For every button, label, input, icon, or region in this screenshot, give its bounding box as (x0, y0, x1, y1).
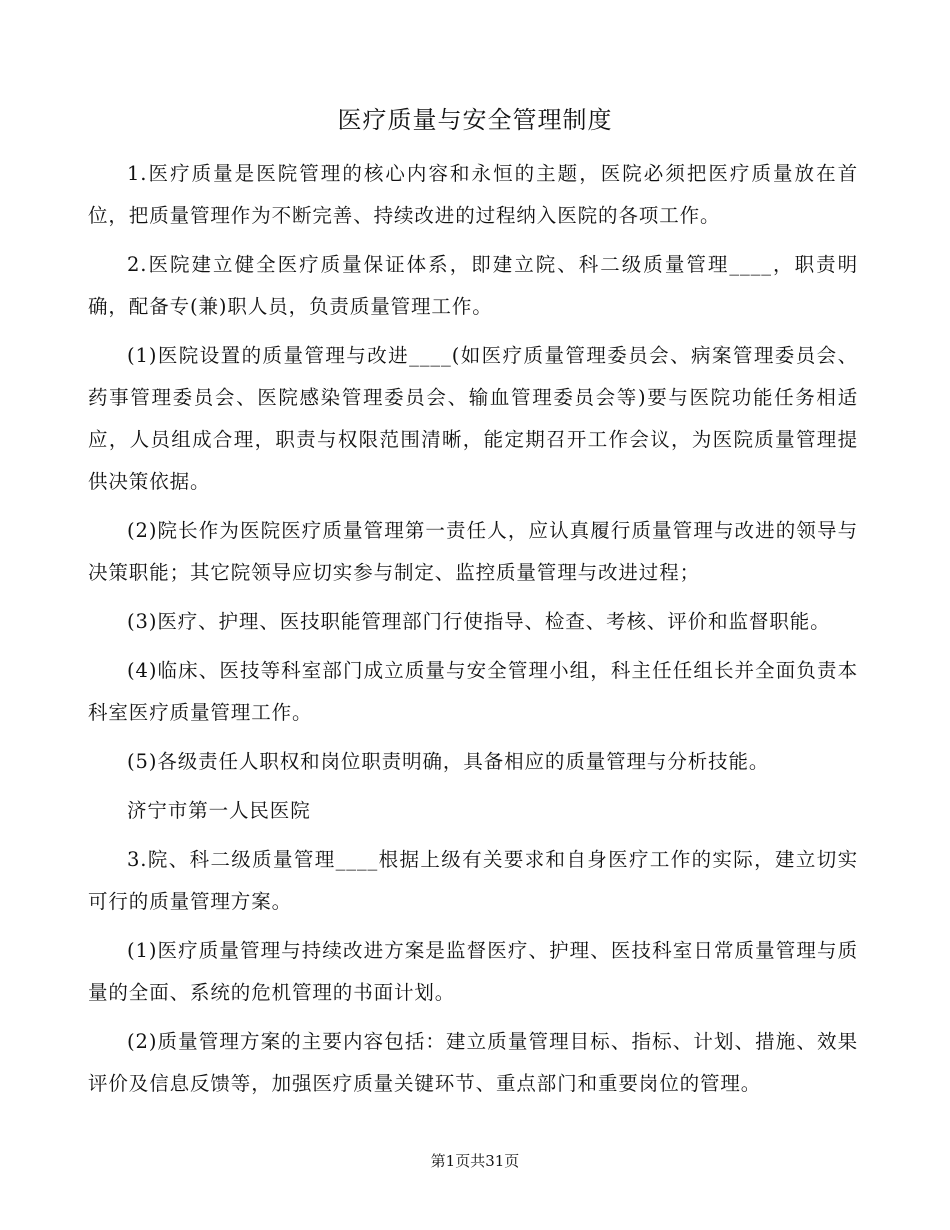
document-title: 医疗质量与安全管理制度 (337, 106, 613, 134)
paragraph-3-2: (2)质量管理方案的主要内容包括：建立质量管理目标、指标、计划、措施、效果评价及信息反馈等，加强医疗质量关键环节、重点部门和重要岗位的管理。 (88, 1030, 858, 1095)
paragraph-2-1: (1)医院设置的质量管理与改进____(如医疗质量管理委员会、病案管理委员会、药事管理委员会、医院感染管理委员会、输血管理委员会等)要与医院功能任务相适应，人员组成合理，职责与权限范围清晰，能定期召开工作会议，为医院质量管理提供决策依据。 (88, 344, 858, 493)
paragraph-2: 2.医院建立健全医疗质量保证体系，即建立院、科二级质量管理____，职责明确，配备专(兼)职人员，负责质量管理工作。 (88, 253, 858, 318)
paragraph-2-2: (2)院长作为医院医疗质量管理第一责任人，应认真履行质量管理与改进的领导与决策职能；其它院领导应切实参与制定、监控质量管理与改进过程； (88, 519, 858, 584)
paragraph-2-3: (3)医疗、护理、医技职能管理部门行使指导、检查、考核、评价和监督职能。 (127, 610, 831, 633)
paragraph-3: 3.院、科二级质量管理____根据上级有关要求和自身医疗工作的实际，建立切实可行的质量管理方案。 (88, 848, 858, 913)
paragraph-1: 1.医疗质量是医院管理的核心内容和永恒的主题，医院必须把医疗质量放在首位，把质量管理作为不断完善、持续改进的过程纳入医院的各项工作。 (88, 162, 858, 227)
paragraph-2-4: (4)临床、医技等科室部门成立质量与安全管理小组，科主任任组长并全面负责本科室医疗质量管理工作。 (88, 659, 858, 724)
page-number-footer: 第1页共31页 (430, 1152, 520, 1170)
hospital-name-line: 济宁市第一人民医院 (127, 799, 311, 822)
paragraph-2-5: (5)各级责任人职权和岗位职责明确，具备相应的质量管理与分析技能。 (127, 750, 770, 773)
paragraph-3-1: (1)医疗质量管理与持续改进方案是监督医疗、护理、医技科室日常质量管理与质量的全面、系统的危机管理的书面计划。 (88, 939, 858, 1004)
document-body (88, 153, 858, 1112)
